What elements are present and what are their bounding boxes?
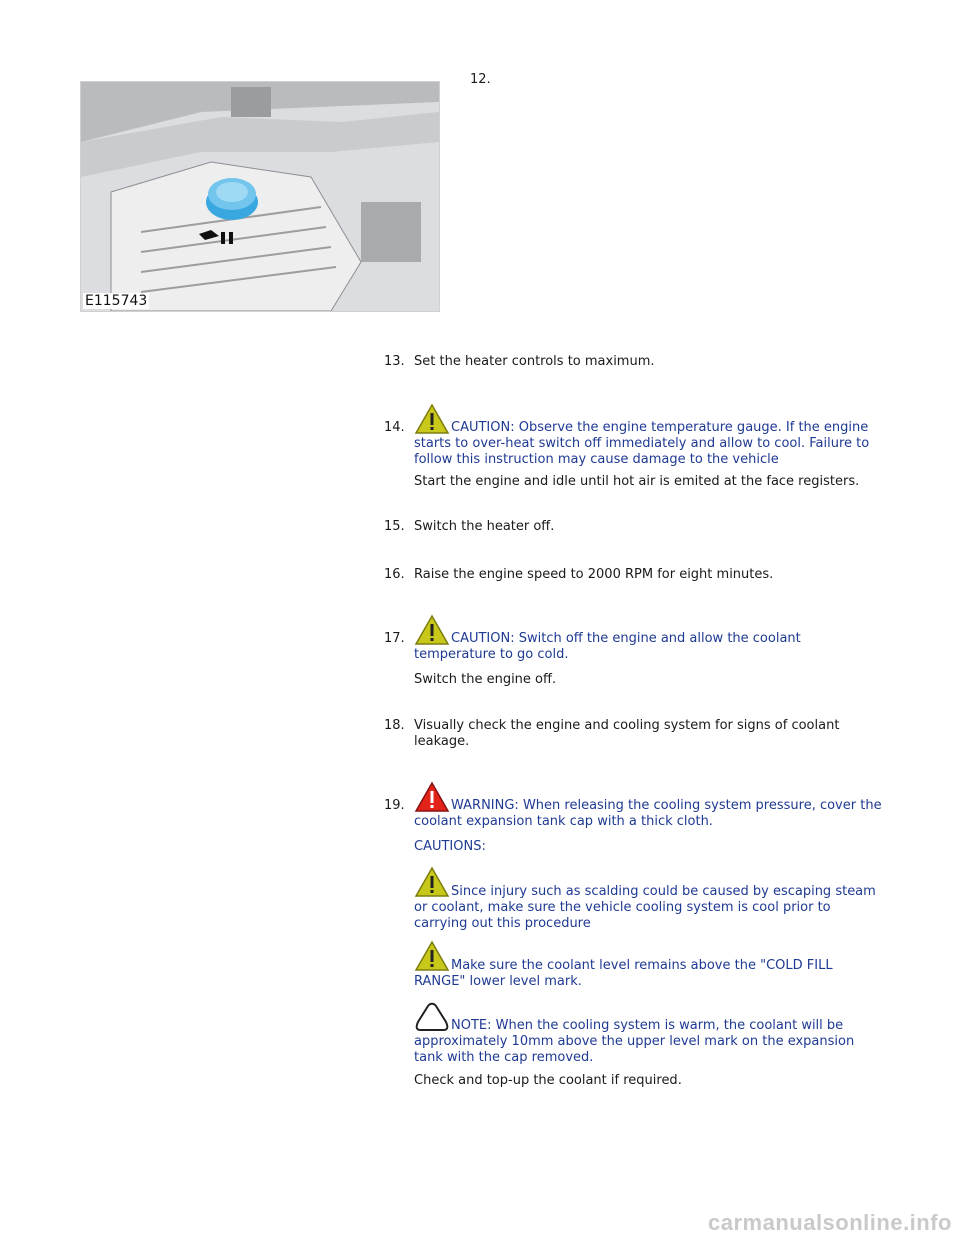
engine-bay-drawing xyxy=(81,82,439,311)
step-18-number: 18. xyxy=(384,718,405,733)
step-15-number: 15. xyxy=(384,519,405,534)
step-19-caution-a: Since injury such as scalding could be caused by escaping steam or coolant, make sure the vehicle cooling system is cool prior to carrying out this procedure xyxy=(414,884,876,931)
step-17-text: Switch the engine off. xyxy=(414,672,557,687)
step-18-text: Visually check the engine and cooling system for signs of coolant leakage. xyxy=(414,718,840,749)
step-17-caution: CAUTION: Switch off the engine and allow the coolant temperature to go cold. xyxy=(414,631,801,662)
step-19-caution-b: Make sure the coolant level remains above the "COLD FILL RANGE" lower level mark. xyxy=(414,958,833,989)
step-15-text: Switch the heater off. xyxy=(414,519,555,534)
step-14-caution: CAUTION: Observe the engine temperature gauge. If the engine starts to over-heat switch off immediately and allow to cool. Failure to follow this instruction may cause damage to the vehicle xyxy=(414,420,870,467)
step-19-number: 19. xyxy=(384,798,405,813)
step-19-text: Check and top-up the coolant if required. xyxy=(414,1073,682,1088)
step-16-text: Raise the engine speed to 2000 RPM for eight minutes. xyxy=(414,567,774,582)
step-12-number: 12. xyxy=(470,72,491,87)
step-14-number: 14. xyxy=(384,420,405,435)
step-13-number: 13. xyxy=(384,354,405,369)
cautions-heading: CAUTIONS: xyxy=(414,839,486,854)
figure-id-label: E115743 xyxy=(85,293,148,309)
step-17-number: 17. xyxy=(384,631,405,646)
step-13-text: Set the heater controls to maximum. xyxy=(414,354,655,369)
coolant-tank-illustration xyxy=(80,81,440,312)
step-19-warning: WARNING: When releasing the cooling system pressure, cover the coolant expansion tank cap with a thick cloth. xyxy=(414,798,882,829)
step-19-note: NOTE: When the cooling system is warm, the coolant will be approximately 10mm above the upper level mark on the expansion tank with the cap removed. xyxy=(414,1018,855,1065)
step-14-text: Start the engine and idle until hot air is emited at the face registers. xyxy=(414,474,860,489)
watermark: carmanualsonline.info xyxy=(708,1210,952,1235)
step-16-number: 16. xyxy=(384,567,405,582)
